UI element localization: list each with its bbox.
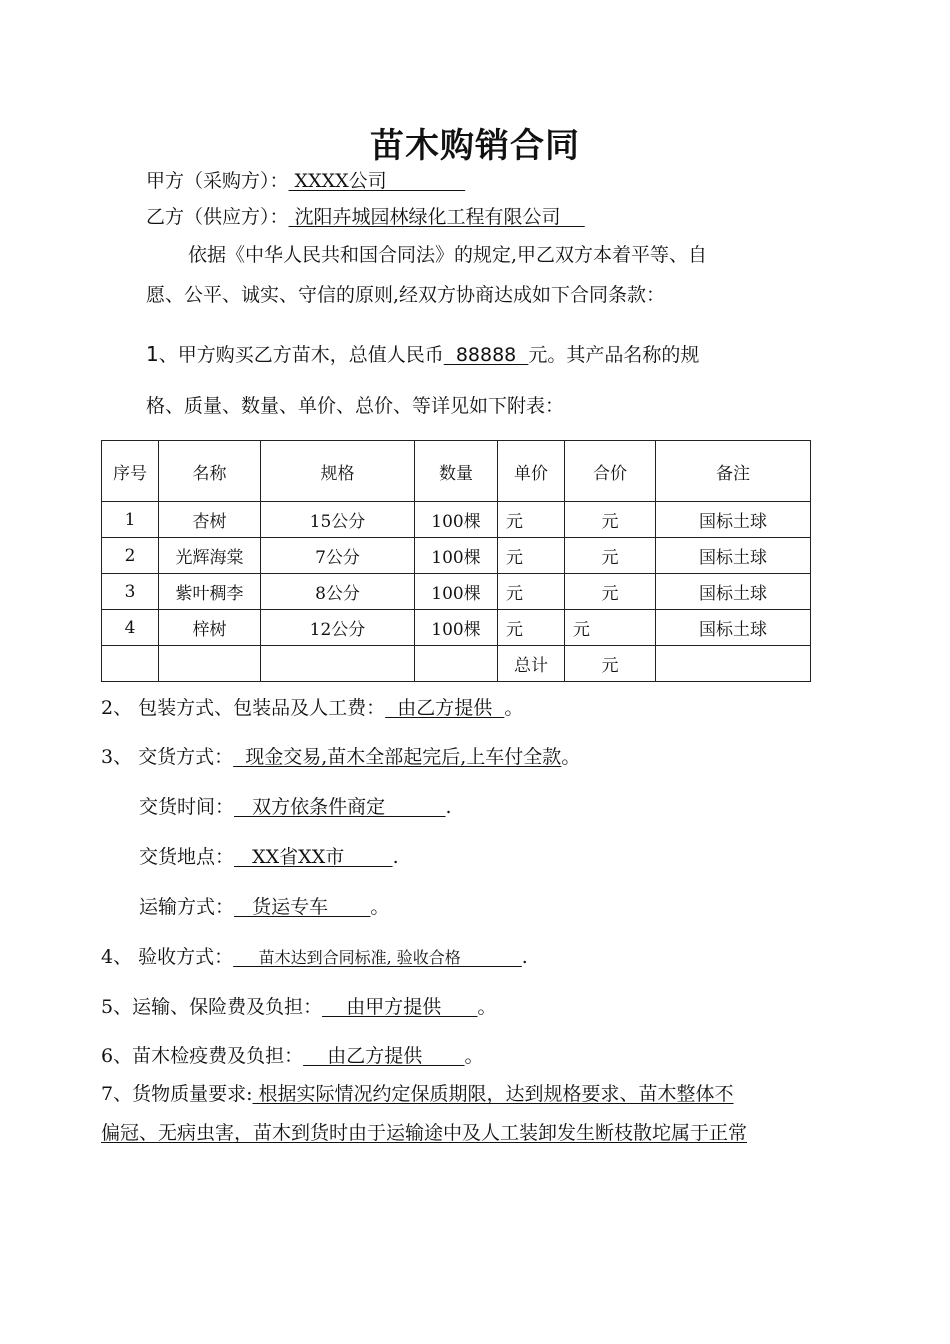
table-row: [102, 502, 811, 538]
clause-3-value: 现金交易,苗木全部起完后,上车付全款: [233, 746, 562, 768]
table-header-cell: 单价: [498, 441, 565, 502]
table-cell: 100棵: [415, 574, 498, 610]
clause-7-text-2: 偏冠、无病虫害，苗木到货时由于运输途中及人工装卸发生断枝散坨属于正常: [101, 1122, 748, 1144]
table-cell: 国标土球: [656, 610, 811, 646]
table-row: [102, 574, 811, 610]
table-header-cell: 备注: [656, 441, 811, 502]
table-cell: 梓树: [159, 610, 261, 646]
clause-6-value: 由乙方提供: [303, 1045, 465, 1067]
page-title: 苗木购销合同: [370, 126, 580, 166]
clause-3-label: 3、 交货方式：: [101, 746, 234, 768]
table-cell: [102, 646, 159, 682]
table-cell: 元: [498, 610, 565, 646]
delivery-time-value: 双方依条件商定: [234, 796, 446, 818]
clause-6: [101, 1043, 484, 1069]
delivery-place-label: 交货地点：: [139, 846, 235, 868]
table-cell: [261, 646, 415, 682]
clause-1-amount: 88888: [443, 344, 529, 366]
table-cell: 100棵: [415, 610, 498, 646]
table-cell: 元: [565, 538, 656, 574]
clause-1-number: 1: [146, 342, 159, 366]
table-cell: [159, 646, 261, 682]
clause-7-line-1: [101, 1081, 734, 1107]
transport-end: 。: [370, 896, 390, 918]
party-b-line: [146, 204, 585, 230]
clause-2-end: 。: [504, 697, 524, 719]
table-cell: 元: [498, 538, 565, 574]
table-cell: 国标土球: [656, 574, 811, 610]
table-row: [102, 538, 811, 574]
table-cell: 元: [565, 574, 656, 610]
total-label: 总计: [498, 646, 565, 682]
delivery-time: [139, 794, 452, 820]
delivery-place-end: .: [392, 846, 399, 868]
table-header-cell: 合价: [565, 441, 656, 502]
table-cell: 7公分: [261, 538, 415, 574]
party-a-value: XXXX公司: [288, 170, 466, 192]
table-header-cell: 数量: [415, 441, 498, 502]
clause-2: [101, 695, 523, 721]
table-cell: [656, 646, 811, 682]
clause-4-end: .: [521, 946, 528, 968]
table-cell: 100棵: [415, 538, 498, 574]
intro-line-1: 依据《中华人民共和国合同法》的规定,甲乙双方本着平等、自: [188, 244, 708, 266]
table-row: [102, 610, 811, 646]
table-cell: 杏树: [159, 502, 261, 538]
party-b-label: 乙方（供应方）：: [146, 206, 289, 228]
table-header-row: [102, 441, 811, 502]
table-cell: 2: [102, 538, 159, 574]
table-cell: 国标土球: [656, 502, 811, 538]
transport-method: [139, 894, 389, 920]
table-header-cell: 规格: [261, 441, 415, 502]
transport-label: 运输方式：: [139, 896, 235, 918]
table-cell: 100棵: [415, 502, 498, 538]
clause-7-label: 7、货物质量要求:: [101, 1083, 253, 1105]
clause-1-line-2: 格、质量、数量、单价、总价、等详见如下附表：: [146, 395, 565, 417]
clause-1-text-b: 元。其产品名称的规: [528, 344, 700, 366]
party-b-value: 沈阳卉城园林绿化工程有限公司: [288, 206, 585, 228]
clause-5-end: 。: [477, 996, 497, 1018]
table-cell: 12公分: [261, 610, 415, 646]
table-cell: 国标土球: [656, 538, 811, 574]
table-cell: 元: [565, 610, 656, 646]
table-cell: 8公分: [261, 574, 415, 610]
delivery-place-value: XX省XX市: [234, 846, 393, 868]
table-cell: 元: [498, 574, 565, 610]
delivery-time-label: 交货时间：: [139, 796, 235, 818]
party-a-label: 甲方（采购方）：: [146, 170, 289, 192]
clause-4-value: 苗木达到合同标准, 验收合格: [233, 948, 522, 967]
table-total-row: [102, 646, 811, 682]
party-a-line: [146, 168, 465, 194]
table-cell: [415, 646, 498, 682]
table-cell: 15公分: [261, 502, 415, 538]
items-table: [101, 440, 811, 682]
delivery-place: [139, 844, 399, 870]
table-cell: 元: [498, 502, 565, 538]
total-value: 元: [565, 646, 656, 682]
table-cell: 3: [102, 574, 159, 610]
table-header-cell: 序号: [102, 441, 159, 502]
clause-5-label: 5、运输、保险费及负担：: [101, 996, 323, 1018]
delivery-time-end: .: [445, 796, 452, 818]
table-header-cell: 名称: [159, 441, 261, 502]
clause-7-line-2: [101, 1120, 747, 1146]
clause-4: [101, 944, 528, 971]
clause-1-text-a: 、甲方购买乙方苗木，总值人民币: [158, 344, 444, 366]
table-cell: 4: [102, 610, 159, 646]
clause-3-end: 。: [561, 746, 581, 768]
intro-line-2: 愿、公平、诚实、守信的原则,经双方协商达成如下合同条款：: [146, 284, 666, 306]
clause-3: [101, 744, 580, 770]
clause-5-value: 由甲方提供: [322, 996, 478, 1018]
clause-4-label: 4、 验收方式：: [101, 946, 234, 968]
clause-1-line-1: [146, 341, 699, 368]
clause-2-label: 2、 包装方式、包装品及人工费：: [101, 697, 386, 719]
clause-2-value: 由乙方提供: [385, 697, 505, 719]
table-cell: 1: [102, 502, 159, 538]
table-cell: 元: [565, 502, 656, 538]
clause-5: [101, 994, 497, 1020]
clause-6-end: 。: [464, 1045, 484, 1067]
clause-6-label: 6、苗木检疫费及负担：: [101, 1045, 304, 1067]
transport-value: 货运专车: [234, 896, 371, 918]
table-cell: 光辉海棠: [159, 538, 261, 574]
table-cell: 紫叶稠李: [159, 574, 261, 610]
clause-7-text-1: 根据实际情况约定保质期限，达到规格要求、苗木整体不: [252, 1083, 734, 1105]
